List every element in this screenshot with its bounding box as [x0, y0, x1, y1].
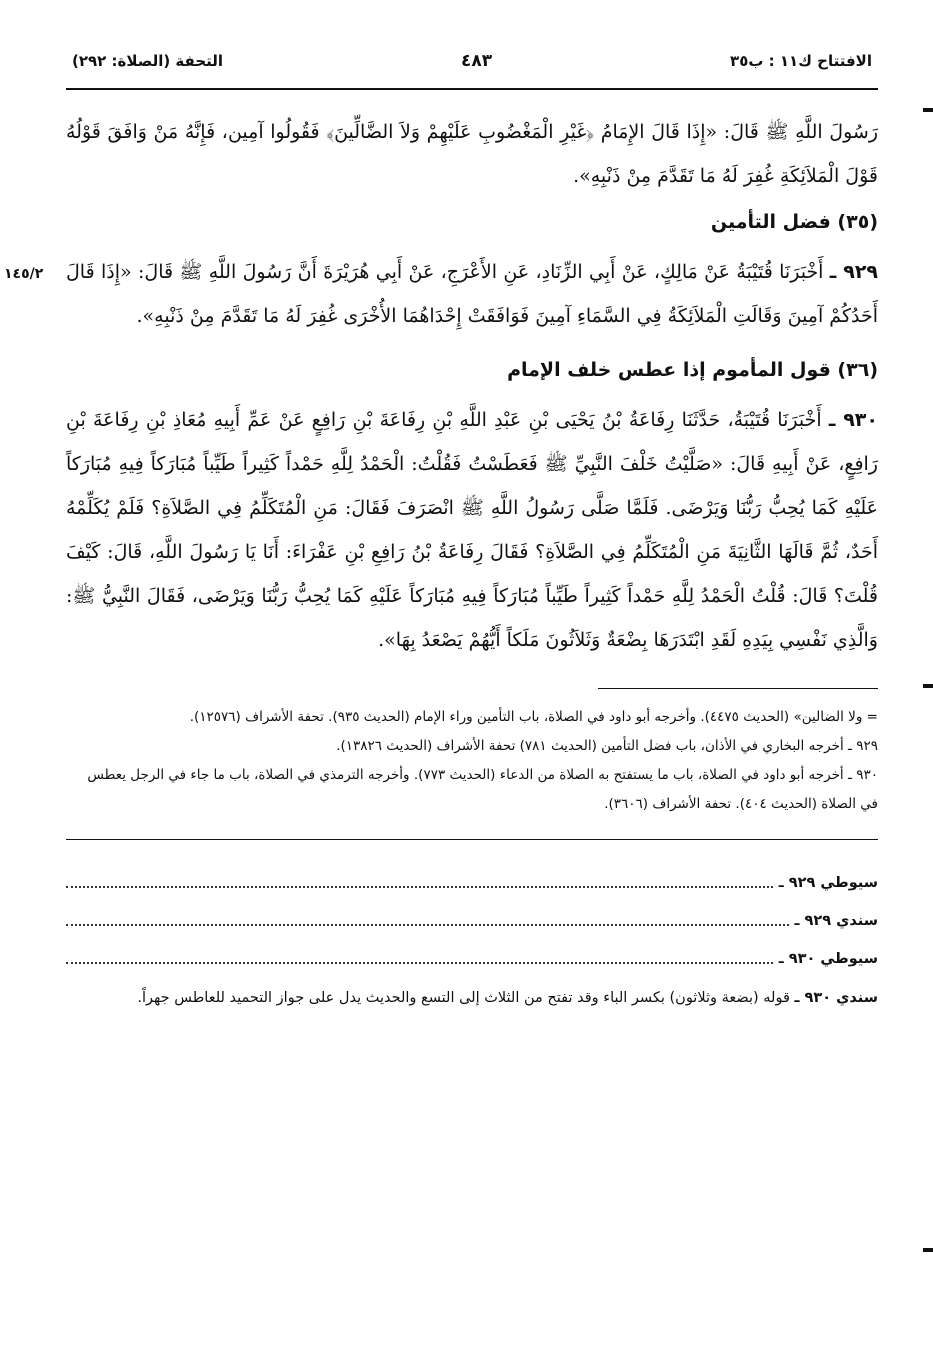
footnote-separator: [598, 688, 878, 689]
dotted-leader: [66, 962, 773, 964]
commentary-label: سندي ٩٢٩ ـ: [794, 913, 878, 929]
margin-volume-note: ١٤٥/٢: [4, 266, 44, 282]
main-text: [4, 110, 879, 662]
intro-line-1: رَسُولَ اللَّهِ ﷺ قَالَ: «إِذَا قَالَ الإِمَامُ ﴿غَيْرِ الْمَغْضُوبِ عَلَيْهِمْ وَلاَ الضَّالِّينَ﴾ فَقُولُوا آمِين، فَإِنَّهُ مَنْ: [153, 121, 878, 143]
dotted-leader: [66, 886, 773, 888]
commentary-suyuti-930: [66, 940, 878, 978]
intro-text: [66, 110, 878, 198]
footnote-930: ٩٣٠ ـ أخرجه أبو داود في الصلاة، باب ما يستفتح به الصلاة من الدعاء (الحديث ٧٧٣). وأخرجه الترمذي في الصلاة، باب ما جاء في الرجل يعطس في الصلاة (الحديث ٤٠٤). تحفة الأشراف (٣٦٠٦).: [87, 767, 878, 812]
commentary-section: [66, 864, 878, 1014]
hadith-930: [66, 398, 878, 662]
footnotes: [66, 703, 878, 819]
footnote-continued: = ولا الضالين» (الحديث ٤٤٧٥). وأخرجه أبو داود في الصلاة، باب التأمين وراء الإمام (الحديث ٩٣٥). تحفة الأشراف (١٢٥٧٦).: [189, 709, 878, 725]
hadith-929-text: أَخْبَرَنَا قُتَيْبَةُ عَنْ مَالِكٍ، عَنْ أَبِي الزِّنَادِ، عَنِ الأَعْرَجِ، عَنْ أَبِي هُرَيْرَةَ أَنَّ رَسُولَ اللَّهِ ﷺ قَالَ: «إِذَا قَالَ أَحَدُكُمْ آمِينَ وَقَالَتِ الْمَلاَئِكَةُ فِي السَّمَاءِ آمِينَ فَوَافَقَتْ إِحْدَاهُمَا الأُخْرَى غُفِرَ لَهُ مَا تَقَدَّمَ مِنْ ذَنْبِهِ».: [66, 261, 878, 327]
commentary-separator: [66, 839, 878, 840]
page-number: ٤٨٣: [460, 51, 493, 71]
header-rule: [66, 88, 878, 90]
commentary-label: سندي ٩٣٠ ـ: [794, 990, 878, 1006]
commentary-text: قوله (بضعة وثلاثون) بكسر الباء وقد تفتح من الثلاث إلى التسع والحديث يدل على جواز التحميد للعاطس جهراً.: [137, 990, 790, 1006]
hadith-929: [4, 250, 879, 338]
commentary-label: سيوطي ٩٢٩ ـ: [778, 875, 878, 891]
header-tuhfa-ref: التحفة (الصلاة: ٢٩٢): [72, 52, 224, 70]
commentary-suyuti-929: [66, 864, 878, 902]
commentary-sindi-929: [66, 902, 878, 940]
section-35-title: (٣٥) فضل التأمين: [710, 211, 878, 233]
section-36-title: (٣٦) قول المأموم إذا عطس خلف الإمام: [507, 359, 878, 381]
commentary-label: سيوطي ٩٣٠ ـ: [778, 951, 878, 967]
hadith-930-number: ٩٣٠ ـ: [828, 409, 878, 431]
book-page: [4, 40, 879, 1340]
commentary-sindi-930: [66, 982, 878, 1014]
hadith-930-text: أَخْبَرَنَا قُتَيْبَةُ، حَدَّثَنَا رِفَاعَةُ بْنُ يَحْيَى بْنِ عَبْدِ اللَّهِ بْنِ رِفَاعَةَ بْنِ رَافِعٍ عَنْ عَمِّ أَبِيهِ مُعَاذِ بْنِ رِفَاعَةَ بْنِ رَافِعٍ، عَنْ أَبِيهِ قَالَ: «صَلَّيْتُ خَلْفَ النَّبِيِّ ﷺ فَعَطَسْتُ فَقُلْتُ: الْحَمْدُ لِلَّهِ حَمْداً كَثِيراً طَيِّباً مُبَارَكاً فِيهِ مُبَارَكاً عَلَيْهِ كَمَا يُحِبُّ رَبُّنَا وَيَرْضَى. فَلَمَّا صَلَّى رَسُولُ اللَّهِ ﷺ انْصَرَفَ فَقَالَ: مَنِ الْمُتَكَلِّمُ فِي الصَّلاَةِ؟ فَلَمْ يُكَلِّمْهُ أَحَدٌ، ثُمَّ قَالَهَا الثَّانِيَةَ مَنِ الْمُتَكَلِّمُ فِي الصَّلاَةِ؟ فَقَالَ رِفَاعَةُ بْنُ رَافِعِ بْنِ عَفْرَاءَ: أَنَا يَا رَسُولَ اللَّهِ، قَالَ: كَيْفَ قُلْتَ؟ قَالَ: قُلْتُ الْحَمْدُ لِلَّهِ حَمْداً كَثِيراً طَيِّباً مُبَارَكاً فِيهِ مُبَارَكاً عَلَيْهِ كَمَا يُحِبُّ رَبُّنَا وَيَرْضَى، فَقَالَ النَّبِيُّ ﷺ: وَالَّذِي نَفْسِي بِيَدِهِ لَقَدِ ابْتَدَرَهَا بِضْعَةٌ وَثَلاَثُونَ مَلَكاً أَيُّهُمْ يَصْعَدُ بِهَا».: [66, 409, 878, 651]
footnote-929: ٩٢٩ ـ أخرجه البخاري في الأذان، باب فضل التأمين (الحديث ٧٨١) تحفة الأشراف (الحديث ١٣٨٢٦).: [336, 738, 878, 754]
intro-line-2: وَافَقَ قَوْلُهُ قَوْلَ الْمَلاَئِكَةِ غُفِرَ لَهُ مَا تَقَدَّمَ مِنْ ذَنْبِهِ».: [66, 121, 878, 187]
dotted-leader: [66, 924, 789, 926]
scan-edge-mark: [923, 1248, 933, 1252]
hadith-929-number: ٩٢٩ ـ: [829, 261, 879, 283]
scan-edge-mark: [923, 684, 933, 688]
running-header: [66, 40, 878, 82]
scan-edge-mark: [923, 108, 933, 112]
header-chapter-ref: الافتتاح ك١١ : ب٣٥: [730, 52, 872, 70]
